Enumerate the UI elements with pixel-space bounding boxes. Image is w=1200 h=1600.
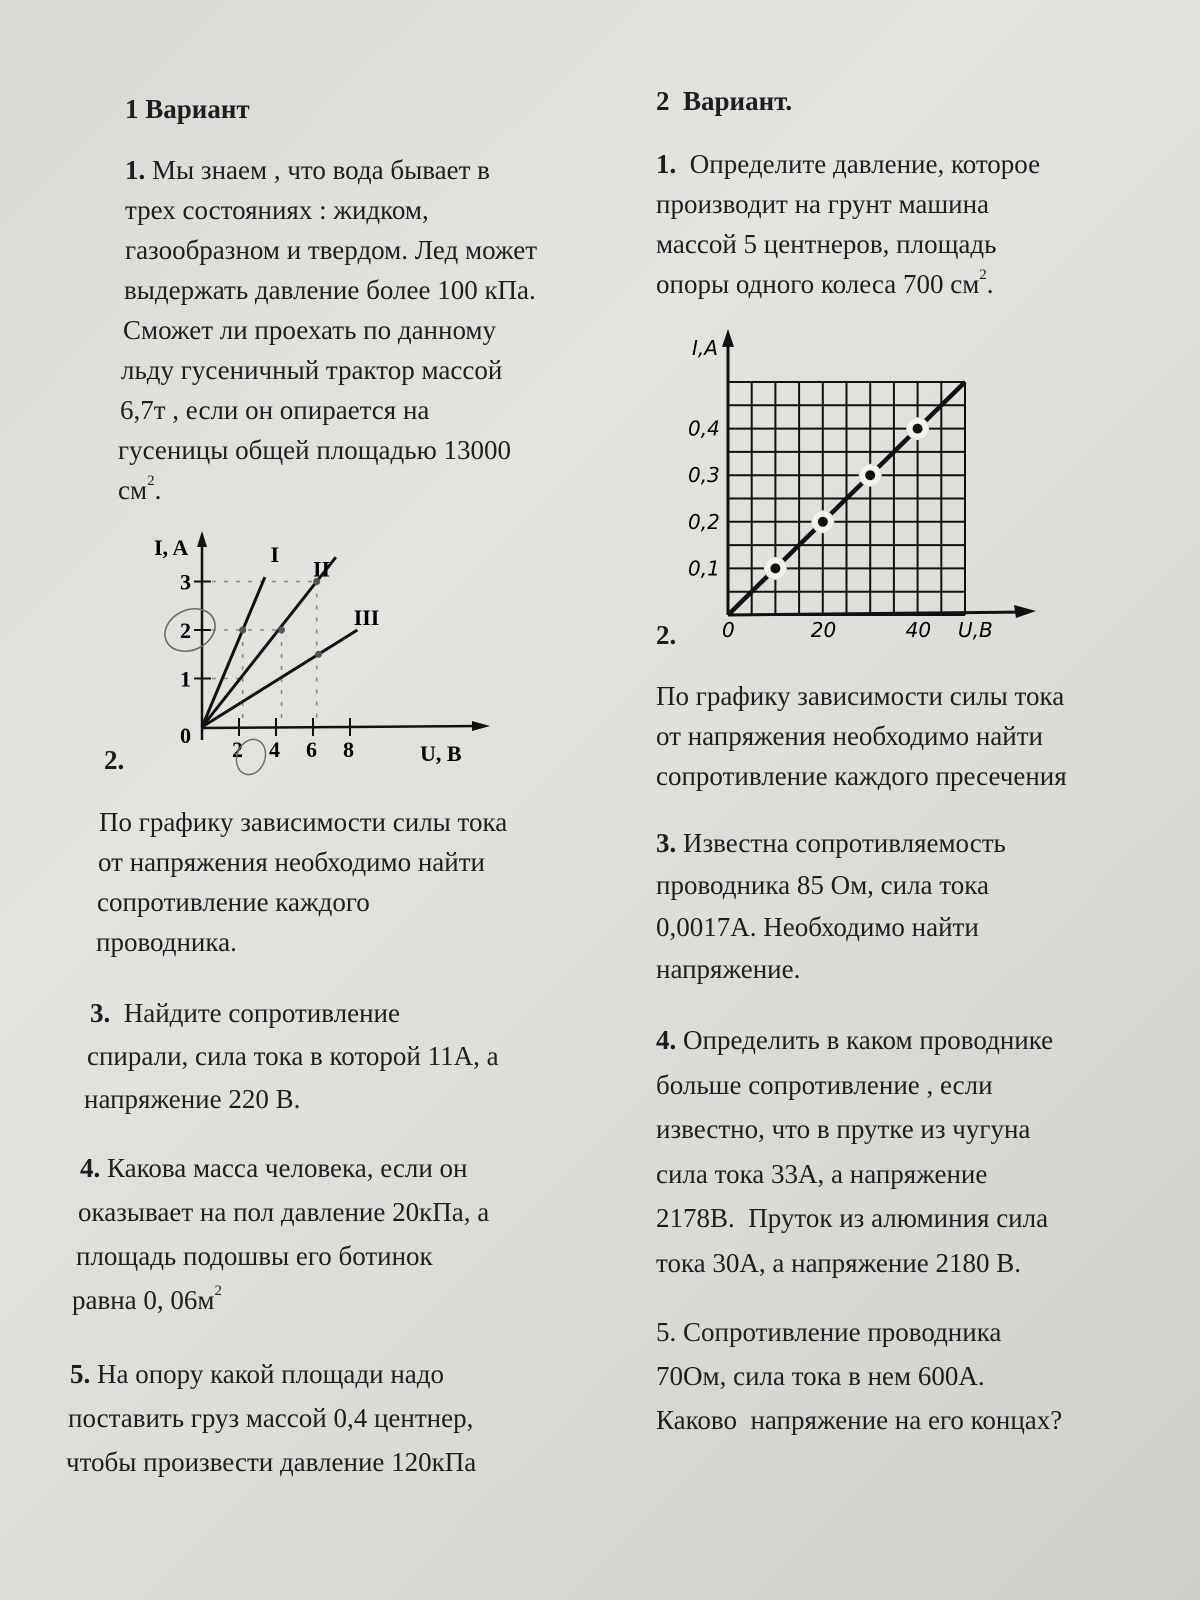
- series-label: III: [353, 605, 380, 631]
- unit: см: [118, 475, 148, 505]
- x-tick-label: 4: [269, 737, 280, 762]
- text-line: равна 0, 06м: [72, 1285, 215, 1315]
- text-line: Сможет ли проехать по данному: [123, 315, 497, 345]
- text-line: напряжение 220 В.: [84, 1084, 301, 1114]
- text-line: чтобы произвести давление 120кПа: [66, 1447, 477, 1477]
- question-number: 3.: [656, 828, 677, 858]
- text-line: По графику зависимости силы тока: [99, 807, 508, 837]
- data-point: [315, 651, 322, 658]
- v2-question-2-number: 2.: [656, 620, 677, 650]
- v1-question-5: [66, 1352, 476, 1484]
- text-line: По графику зависимости силы тока: [656, 681, 1065, 711]
- text-line: сила тока 33А, а напряжение: [656, 1158, 988, 1189]
- unit-tail: .: [154, 475, 162, 505]
- text-line: опоры одного колеса 700 см: [656, 269, 980, 299]
- text-line: На опору какой площади надо: [97, 1359, 445, 1389]
- y-tick-label: 0,4: [688, 416, 720, 441]
- text-line: Определить в каком проводнике: [683, 1025, 1054, 1055]
- text-line: Найдите сопротивление: [123, 998, 400, 1028]
- text-line: сопротивление каждого пресечения: [656, 761, 1067, 791]
- text-line: тока 30А, а напряжение 2180 В.: [656, 1247, 1021, 1278]
- question-number: 1.: [125, 155, 146, 185]
- series-line-I: [202, 577, 265, 727]
- unit-exponent: 2: [979, 267, 987, 283]
- text-line: производит на грунт машина: [656, 189, 990, 219]
- data-point: [770, 563, 780, 573]
- text-line: площадь подошвы его ботинок: [76, 1241, 433, 1271]
- x-axis: [202, 726, 480, 728]
- data-point: [913, 424, 923, 434]
- y-axis-arrow: [722, 329, 734, 347]
- text-line: оказывает на пол давление 20кПа, а: [78, 1197, 490, 1227]
- unit-tail: .: [986, 269, 994, 299]
- text-line: напряжение.: [656, 954, 801, 984]
- text-line: Определите давление, которое: [689, 149, 1041, 179]
- variant2-title: 2 Вариант.: [656, 86, 793, 116]
- data-point: [865, 470, 875, 480]
- text-line: 2178В. Пруток из алюминия сила: [656, 1203, 1049, 1233]
- x-tick-label: 2: [232, 737, 243, 762]
- v1-question-2: [96, 802, 507, 962]
- v1-question-3: [84, 992, 499, 1121]
- text-line: Какова масса человека, если он: [107, 1153, 468, 1183]
- v2-question-4: [656, 1018, 1053, 1285]
- text-line: 70Ом, сила тока в нем 600А.: [656, 1361, 985, 1391]
- text-line: выдержать давление более 100 кПа.: [124, 275, 536, 305]
- v1-question-4: [72, 1146, 489, 1322]
- text-line: поставить груз массой 0,4 центнер,: [68, 1403, 474, 1433]
- text-line: проводника 85 Ом, сила тока: [656, 870, 989, 900]
- x-axis-label: U,B: [958, 618, 993, 642]
- x-tick-label: 20: [810, 618, 837, 642]
- v2-question-1: [656, 144, 1040, 304]
- question-number: 5.: [70, 1359, 91, 1389]
- chart-1-iv-graph: [140, 525, 500, 785]
- v2-question-3: [656, 822, 1006, 990]
- text-line: газообразном и твердом. Лед может: [125, 235, 537, 265]
- unit-exponent: 2: [147, 473, 155, 489]
- text-line: гусеницы общей площадью 13000: [118, 435, 511, 465]
- data-point: [278, 627, 285, 634]
- x-axis-arrow: [1014, 605, 1036, 618]
- data-point: [239, 627, 246, 634]
- y-axis-label: I, A: [154, 535, 189, 560]
- x-tick-label: 0: [722, 618, 735, 642]
- question-number: 4.: [656, 1025, 677, 1055]
- y-tick-label: 0,1: [688, 556, 720, 581]
- v1-question-1: [118, 150, 537, 510]
- y-axis-arrow: [197, 531, 207, 547]
- question-number: 1.: [656, 149, 677, 179]
- text-line: от напряжения необходимо найти: [656, 721, 1043, 751]
- series-label: II: [313, 556, 331, 582]
- text-line: больше сопротивление , если: [656, 1069, 993, 1100]
- v2-question-5: [656, 1310, 1062, 1442]
- text-line: массой 5 центнеров, площадь: [656, 229, 997, 259]
- x-tick-label: 40: [905, 618, 932, 642]
- question-number: 4.: [80, 1153, 101, 1183]
- text-line: льду гусеничный трактор массой: [121, 355, 503, 385]
- text-line: 0,0017А. Необходимо найти: [656, 912, 979, 942]
- text-line: трех состояниях : жидком,: [125, 195, 429, 225]
- y-tick-label: 1: [180, 666, 191, 692]
- variant1-title: 1 Вариант: [125, 94, 250, 124]
- unit-exponent: 2: [214, 1283, 223, 1299]
- origin-label: 0: [180, 723, 191, 748]
- y-axis-label: I,A: [692, 336, 718, 360]
- text-line: проводника.: [96, 927, 237, 957]
- text-line: сопротивление каждого: [97, 887, 370, 917]
- text-line: спирали, сила тока в которой 11А, а: [87, 1041, 499, 1071]
- text-line: известно, что в прутке из чугуна: [656, 1114, 1031, 1144]
- question-number: 5.: [656, 1317, 677, 1347]
- y-tick-label: 2: [180, 618, 191, 643]
- text-line: 6,7т , если он опирается на: [120, 395, 430, 425]
- x-axis-arrow: [472, 721, 490, 731]
- y-tick-label: 3: [180, 569, 191, 595]
- text-line: Известна сопротивляемость: [683, 828, 1006, 858]
- text-line: Каково напряжение на его концах?: [656, 1405, 1063, 1435]
- x-tick-label: 8: [343, 737, 354, 762]
- v2-question-2: [656, 676, 1067, 796]
- x-axis: [728, 612, 1025, 615]
- series-label: I: [270, 542, 280, 568]
- y-tick-label: 0,3: [688, 463, 720, 488]
- text-line: Сопротивление проводника: [683, 1317, 1002, 1347]
- data-point: [818, 517, 828, 527]
- text-line: Мы знаем , что вода бывает в: [152, 155, 490, 185]
- x-axis-label: U, B: [420, 741, 462, 766]
- chart-2-iv-graph: [680, 325, 1050, 655]
- v1-question-2-number: 2.: [104, 745, 125, 775]
- y-tick-label: 0,2: [688, 509, 720, 534]
- x-tick-label: 6: [306, 737, 317, 762]
- text-line: от напряжения необходимо найти: [98, 847, 485, 877]
- question-number: 3.: [90, 998, 111, 1028]
